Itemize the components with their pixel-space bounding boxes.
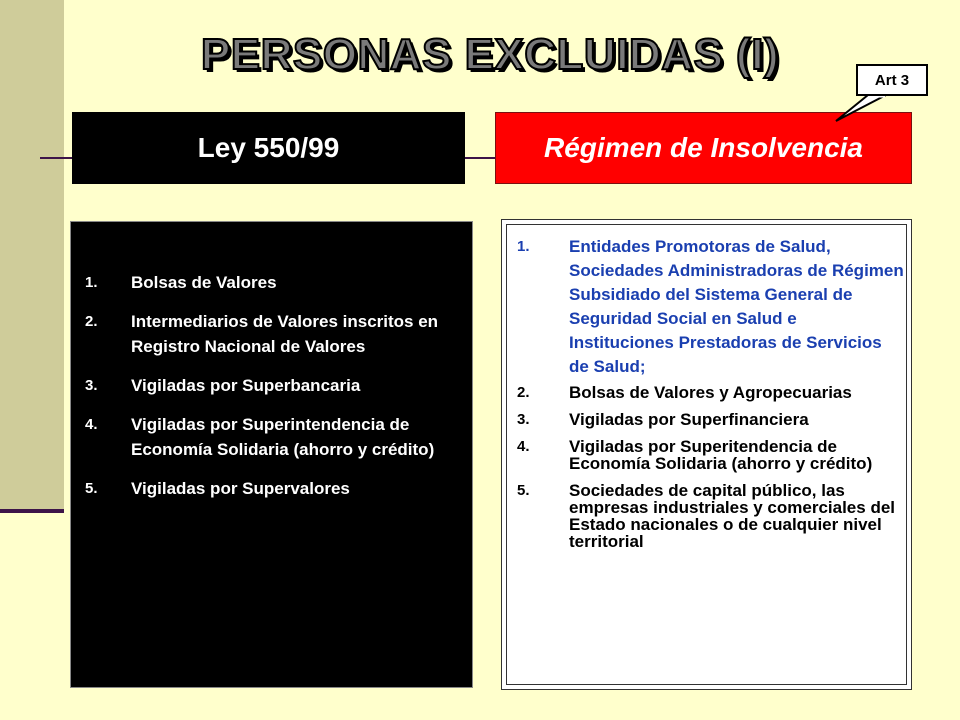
list-item-text: Entidades Promotoras de Salud, Sociedades Administradoras de Régimen Subsidiado del Sistema General de Seguridad Social en Salud e Instituciones Prestadoras de Servicios de Salud; [569, 237, 904, 376]
list-item-number: 3. [517, 411, 530, 428]
page-title: PERSONAS EXCLUIDAS (I) [200, 30, 780, 79]
ley-550-list [85, 270, 455, 515]
list-item-text: Bolsas de Valores y Agropecuarias [569, 383, 852, 402]
ley-550-excluded-list-panel [70, 221, 473, 688]
list-item [85, 373, 455, 398]
article-callout [856, 64, 928, 96]
list-item-text: Sociedades de capital público, las empresas industriales y comerciales del Estado nacionales o de cualquier nivel territorial [569, 481, 896, 551]
list-item-number: 4. [85, 416, 98, 433]
list-item-number: 3. [85, 377, 98, 394]
list-item-number: 5. [85, 480, 98, 497]
list-item [85, 476, 455, 501]
header-regimen-label: Régimen de Insolvencia [544, 132, 863, 163]
list-item-text: Bolsas de Valores [131, 273, 277, 292]
list-item-text: Vigiladas por Superitendencia de Economía Solidaria (ahorro y crédito) [569, 437, 873, 473]
list-item-text: Vigiladas por Supervalores [131, 479, 350, 498]
list-item [517, 438, 905, 472]
list-item-number: 1. [85, 274, 98, 291]
panel-inner-frame [506, 224, 907, 685]
list-item-number: 2. [517, 384, 530, 401]
header-ley-label: Ley 550/99 [197, 132, 340, 163]
left-decorative-bar [0, 0, 64, 512]
list-item [517, 384, 905, 401]
regimen-insolvencia-excluded-list-panel [501, 219, 912, 690]
list-item-number: 4. [517, 438, 530, 455]
list-item [85, 412, 455, 462]
list-item-number: 5. [517, 482, 530, 499]
regimen-insolvencia-list [517, 235, 905, 560]
list-item [517, 235, 905, 379]
list-item-number: 1. [517, 238, 530, 255]
list-item-text: Vigiladas por Superbancaria [131, 376, 361, 395]
list-item [517, 482, 905, 550]
connector-line-middle [465, 157, 497, 159]
list-item [517, 411, 905, 428]
header-ley-550 [72, 112, 465, 184]
list-item-text: Intermediarios de Valores inscritos en Registro Nacional de Valores [131, 312, 439, 356]
left-bar-underline [0, 509, 64, 513]
callout-pointer-icon [828, 94, 888, 122]
callout-label: Art 3 [874, 71, 910, 89]
list-item-text: Vigiladas por Superintendencia de Economía Solidaria (ahorro y crédito) [131, 415, 435, 459]
list-item [85, 270, 455, 295]
list-item-number: 2. [85, 313, 98, 330]
connector-line-left [40, 157, 74, 159]
list-item [85, 309, 455, 359]
header-regimen-insolvencia [495, 112, 912, 184]
list-item-text: Vigiladas por Superfinanciera [569, 410, 809, 429]
